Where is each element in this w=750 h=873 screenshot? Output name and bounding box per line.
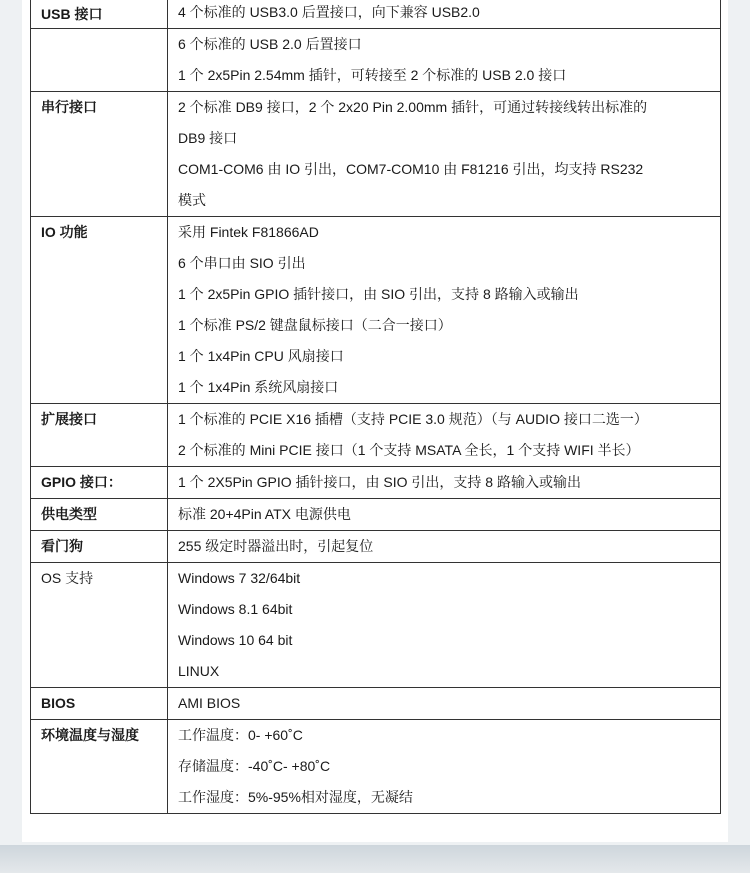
spec-value [168,92,721,217]
spec-label: 环境温度与湿度 [31,720,168,814]
spec-value-line: 6 个标准的 USB 2.0 后置接口 [178,36,362,52]
spec-label: 串行接口 [31,92,168,217]
spec-value [168,217,721,404]
spec-value-line: Windows 7 32/64bit [178,570,301,586]
spec-label: 看门狗 [31,531,168,563]
spec-row [31,404,721,467]
spec-row [31,688,721,720]
spec-value-line: 6 个串口由 SIO 引出 [178,255,306,271]
spec-label: 供电类型 [31,499,168,531]
spec-value-line: 1 个标准 PS/2 键盘鼠标接口（二合一接口） [178,317,452,333]
spec-value-line: 1 个 1x4Pin 系统风扇接口 [178,379,339,395]
spec-value [168,0,721,29]
spec-value-line: 1 个 2x5Pin GPIO 插针接口，由 SIO 引出，支持 8 路输入或输出 [178,286,579,302]
spec-value-line: 4 个标准的 USB3.0 后置接口，向下兼容 USB2.0 [178,4,480,20]
spec-row [31,0,721,29]
spec-value [168,563,721,688]
spec-value-line: 1 个 2X5Pin GPIO 插针接口，由 SIO 引出，支持 8 路输入或输出 [178,474,581,490]
spec-value-line: DB9 接口 [178,130,238,146]
spec-value-line: COM1-COM6 由 IO 引出，COM7-COM10 由 F81216 引出，均支持 RS232 [178,161,644,177]
spec-label: USB 接口 [31,0,168,29]
spec-value-line: 2 个标准 DB9 接口，2 个 2x20 Pin 2.00mm 插针，可通过转接线转出标准的 [178,99,648,115]
spec-value-line: LINUX [178,663,220,679]
bottom-shadow-bar [0,845,750,873]
spec-label: 扩展接口 [31,404,168,467]
spec-value [168,404,721,467]
spec-value-line: 1 个 2x5Pin 2.54mm 插针，可转接至 2 个标准的 USB 2.0 接口 [178,67,567,83]
spec-row [31,467,721,499]
spec-value-line: 255 级定时器溢出时，引起复位 [178,538,374,554]
spec-label: IO 功能 [31,217,168,404]
spec-value-line: 标准 20+4Pin ATX 电源供电 [178,506,351,522]
spec-value [168,499,721,531]
spec-value-line: 存储温度：-40˚C- +80˚C [178,758,331,774]
spec-value [168,29,721,92]
spec-value-line: 1 个标准的 PCIE X16 插槽（支持 PCIE 3.0 规范）（与 AUDIO 接口二选一） [178,411,648,427]
spec-label [31,29,168,92]
spec-value [168,531,721,563]
spec-row [31,499,721,531]
spec-row [31,563,721,688]
spec-table [30,0,721,814]
spec-table-body [31,0,721,814]
spec-value-line: Windows 10 64 bit [178,632,293,648]
spec-value-line: 模式 [178,192,206,208]
spec-label: BIOS [31,688,168,720]
spec-label: OS 支持 [31,563,168,688]
spec-value-line: 1 个 1x4Pin CPU 风扇接口 [178,348,344,364]
spec-label: GPIO 接口： [31,467,168,499]
spec-row [31,531,721,563]
spec-value-line: Windows 8.1 64bit [178,601,293,617]
spec-value-line: 2 个标准的 Mini PCIE 接口（1 个支持 MSATA 全长，1 个支持 WIFI 半长） [178,442,640,458]
spec-row [31,29,721,92]
spec-value-line: 采用 Fintek F81866AD [178,224,319,240]
spec-value [168,688,721,720]
spec-value [168,720,721,814]
spec-value-line: 工作湿度：5%-95%相对湿度，无凝结 [178,789,413,805]
spec-row [31,92,721,217]
spec-value-line: AMI BIOS [178,695,241,711]
spec-row [31,217,721,404]
spec-value [168,467,721,499]
spec-row [31,720,721,814]
spec-value-line: 工作温度：0- +60˚C [178,727,303,743]
